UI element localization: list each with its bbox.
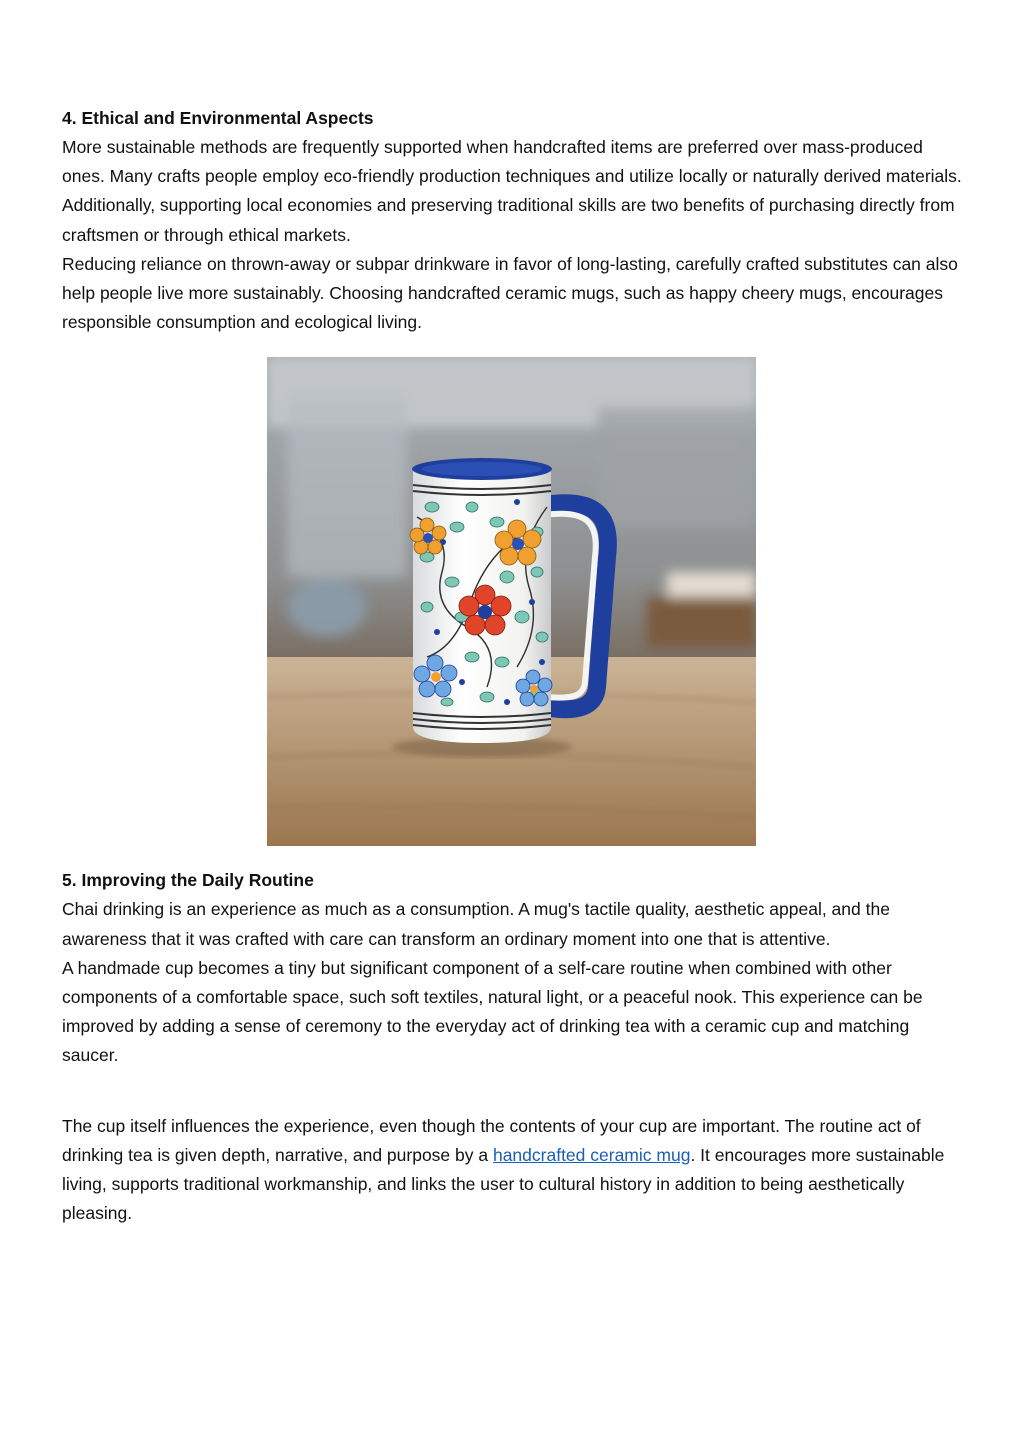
conclusion-text-after-link: . It encourages more sustainable living, supports traditional workmanship, and links the user to cultural history in addition to being aesthetically pleasing.: [62, 1144, 945, 1224]
section-4-heading: 4. Ethical and Environmental Aspects: [62, 108, 374, 128]
section-5-heading: 5. Improving the Daily Routine: [62, 870, 314, 891]
paragraph-spacer: [62, 1071, 962, 1112]
section-4-paragraph-1: More sustainable methods are frequently supported when handcrafted items are preferred over mass-produced ones. Many crafts people employ eco-friendly production techniques and utilize locally or naturally derived materials. Additionally, supporting local economies and preserving traditional skills are two benefits of purchasing directly from craftsmen or through ethical markets.: [62, 137, 962, 245]
section-5-paragraph-1: Chai drinking is an experience as much as a consumption. A mug's tactile quality, aesthetic appeal, and the awareness that it was crafted with care can transform an ordinary moment into one that is attentive.: [62, 899, 890, 949]
handcrafted-ceramic-mug-link[interactable]: handcrafted ceramic mug: [492, 1144, 691, 1165]
ceramic-mug-photo: [267, 357, 756, 846]
section-4-paragraph-2: Reducing reliance on thrown-away or subpar drinkware in favor of long-lasting, carefully crafted substitutes can also help people live more sustainably. Choosing handcrafted ceramic mugs, such as happy cheery mugs, encourages responsible consumption and ecological living.: [62, 253, 958, 333]
document-page: [62, 104, 962, 1228]
conclusion-paragraph: [62, 1112, 962, 1229]
section-5-paragraph-2: A handmade cup becomes a tiny but significant component of a self-care routine when combined with other components of a comfortable space, such soft textiles, natural light, or a peaceful nook. This experience can be improved by adding a sense of ceremony to the everyday act of drinking tea with a ceramic cup and matching saucer.: [62, 957, 923, 1066]
conclusion-text-before-link: The cup itself influences the experience, even though the contents of your cup are important. The routine act of drinking tea is given depth, narrative, and purpose by a: [62, 1115, 921, 1165]
